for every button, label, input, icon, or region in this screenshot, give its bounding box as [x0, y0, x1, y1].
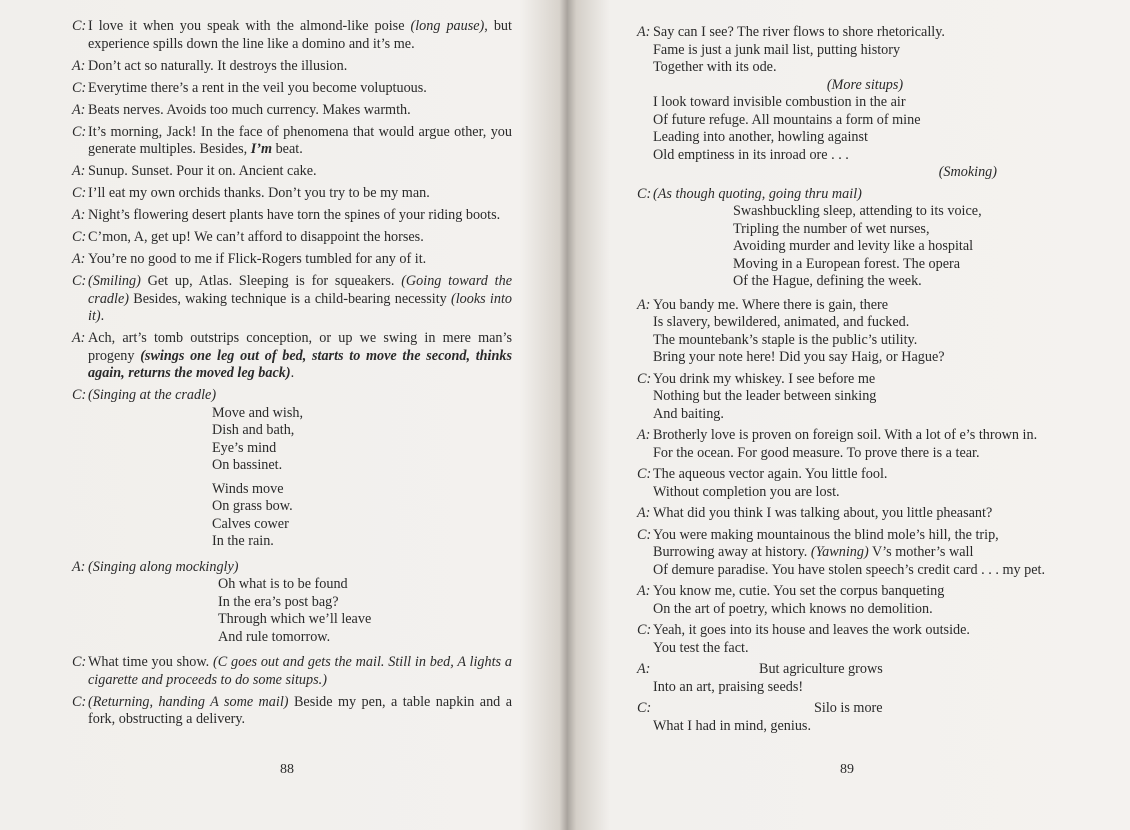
dialogue-line	[72, 654, 512, 689]
speaker: C:	[637, 700, 652, 716]
page-number: 89	[840, 762, 854, 777]
verse-line: Together with its ode.	[653, 59, 777, 75]
line-text: , but experience spills down the line like a domino and it’s me.	[88, 18, 512, 52]
speaker: C:	[72, 387, 87, 403]
dialogue-line	[72, 102, 512, 120]
verse-line: For the ocean. For good measure. To prove there is a tear.	[653, 444, 980, 461]
verse-text: Burrowing away at history.	[653, 544, 811, 560]
speaker: C:	[637, 466, 652, 482]
verse-line: In the rain.	[212, 533, 274, 549]
stage-direction: (Returning, handing A some mail)	[88, 693, 289, 710]
stage-direction: (More situps)	[826, 76, 904, 93]
dialogue-line	[72, 163, 512, 181]
verse-line: Tripling the number of wet nurses,	[733, 220, 930, 237]
speaker: A:	[637, 661, 651, 677]
speaker: C:	[72, 273, 87, 289]
verse-line: Fame is just a junk mail list, putting history	[653, 41, 901, 58]
verse-line: Say can I see? The river flows to shore rhetorically.	[653, 24, 945, 40]
right-page-text	[637, 24, 1077, 739]
verse-line: Is slavery, bewildered, animated, and fucked.	[653, 314, 910, 330]
speaker: C:	[72, 123, 87, 140]
verse-line: Of future refuge. All mountains a form of mine	[653, 111, 921, 128]
verse-line: You bandy me. Where there is gain, there	[653, 296, 889, 313]
line-text: Beats nerves. Avoids too much currency. Makes warmth.	[88, 101, 411, 118]
verse-line: Brotherly love is proven on foreign soil. With a lot of e’s thrown in.	[653, 427, 1038, 443]
verse-line: You were making mountainous the blind mole’s hill, the trip,	[653, 526, 999, 543]
dialogue-verse	[637, 700, 1077, 735]
verse-line: Bring your note here! Did you say Haig, or Hague?	[653, 349, 945, 365]
line-text: I love it when you speak with the almond-like poise	[88, 18, 411, 34]
stage-direction: (Going toward the cradle)	[88, 273, 512, 307]
verse-line: On the art of poetry, which knows no demolition.	[653, 600, 933, 617]
verse-line: On bassinet.	[212, 457, 283, 473]
dialogue-line	[72, 273, 512, 326]
dialogue-verse	[637, 371, 1077, 424]
verse-line: Of demure paradise. You have stolen speech’s credit card . . . my pet.	[653, 561, 1046, 578]
speaker: C:	[72, 18, 87, 34]
stage-direction: (long pause)	[410, 18, 485, 34]
dialogue-verse	[637, 186, 1077, 291]
verse-line: In the era’s post bag?	[218, 593, 339, 610]
stage-direction: (Singing along mockingly)	[88, 558, 239, 575]
emphasis: I’m	[250, 141, 273, 157]
speaker: C:	[72, 79, 87, 96]
line-text: .	[100, 308, 105, 324]
speaker: A:	[72, 251, 86, 267]
verse-line: What I had in mind, genius.	[653, 717, 812, 734]
verse-line: Oh what is to be found	[218, 576, 348, 592]
verse-line: Yeah, it goes into its house and leaves the work outside.	[653, 622, 970, 638]
line-text: Ach, art’s tomb outstrips conception, or up we swing in mere man’s progeny	[88, 330, 512, 364]
verse-line: Leading into another, howling against	[653, 129, 868, 145]
verse-line: Calves cower	[212, 515, 289, 532]
verse-line: Avoiding murder and levity like a hospital	[733, 238, 974, 254]
speaker: A:	[72, 163, 86, 179]
dialogue-verse	[637, 24, 1077, 182]
line-text: C’mon, A, get up! We can’t afford to disappoint the horses.	[88, 229, 424, 245]
verse-text: V’s mother’s wall	[868, 544, 974, 560]
verse-line: Moving in a European forest. The opera	[733, 255, 961, 272]
stage-direction: (Smoking)	[938, 164, 997, 180]
verse-line: And rule tomorrow.	[218, 628, 331, 645]
dialogue-verse	[637, 622, 1077, 657]
dialogue-verse	[637, 297, 1077, 367]
verse-line: Silo is more	[814, 700, 883, 716]
verse-line: Move and wish,	[212, 404, 304, 421]
song-stanza	[72, 481, 512, 551]
dialogue-verse	[637, 427, 1077, 462]
line-text: It’s morning, Jack! In the face of phenomena that would argue other, you generate multiples. Besides,	[88, 123, 512, 157]
dialogue-line	[72, 330, 512, 383]
stage-direction: (As though quoting, going thru mail)	[653, 185, 862, 202]
stage-direction: (Yawning)	[810, 544, 869, 560]
verse-line: Through which we’ll leave	[218, 611, 372, 627]
page-number: 88	[280, 762, 294, 777]
stage-direction: (Singing at the cradle)	[88, 387, 217, 403]
dialogue-line	[72, 229, 512, 247]
dialogue-line	[72, 251, 512, 269]
dialogue-line	[72, 185, 512, 203]
dialogue-line	[72, 124, 512, 159]
dialogue-verse	[637, 583, 1077, 618]
speaker: A:	[72, 558, 86, 575]
dialogue-verse	[637, 527, 1077, 580]
dialogue-line	[72, 80, 512, 98]
dialogue-verse	[637, 505, 1077, 523]
verse-line: Nothing but the leader between sinking	[653, 388, 877, 404]
speaker: A:	[72, 57, 86, 74]
dialogue-line	[72, 387, 512, 405]
verse-line: What did you think I was talking about, you little pheasant?	[653, 505, 993, 521]
line-text: beat.	[272, 141, 303, 157]
speaker: C:	[637, 185, 652, 202]
speaker: C:	[637, 370, 652, 387]
verse-line: Eye’s mind	[212, 439, 277, 456]
verse-line: Without completion you are lost.	[653, 483, 840, 500]
speaker: A:	[72, 330, 86, 346]
speaker: A:	[637, 296, 651, 313]
speaker: C:	[637, 526, 652, 543]
verse-line: I look toward invisible combustion in the air	[653, 94, 906, 110]
line-text: Sunup. Sunset. Pour it on. Ancient cake.	[88, 163, 317, 179]
dialogue-line	[72, 207, 512, 225]
verse-line: Of the Hague, defining the week.	[733, 273, 922, 289]
line-text: You’re no good to me if Flick-Rogers tumbled for any of it.	[88, 251, 427, 267]
verse-line: The mountebank’s staple is the public’s utility.	[653, 331, 918, 348]
speaker: C:	[637, 622, 652, 638]
stage-direction: (Smiling)	[88, 273, 141, 289]
verse-line: Winds move	[212, 480, 284, 497]
stage-direction: (looks into it)	[88, 290, 512, 324]
line-text: Night’s flowering desert plants have torn the spines of your riding boots.	[88, 207, 501, 223]
verse-line: You drink my whiskey. I see before me	[653, 370, 876, 387]
verse-line: Into an art, praising seeds!	[653, 678, 804, 695]
dialogue-line	[72, 559, 512, 577]
verse-line: Dish and bath,	[212, 422, 295, 438]
line-text: I’ll eat my own orchids thanks. Don’t you try to be my man.	[88, 185, 430, 201]
song-stanza	[72, 576, 512, 646]
line-text: Besides, waking technique is a child-bearing necessity	[128, 290, 451, 307]
stage-direction: (swings one leg out of bed, starts to move the second, thinks again, returns the moved leg back)	[88, 347, 512, 381]
line-text: Everytime there’s a rent in the veil you become voluptuous.	[88, 79, 427, 96]
verse-line: Old emptiness in its inroad ore . . .	[653, 146, 849, 163]
stage-direction: (C goes out and gets the mail. Still in bed, A lights a cigarette and proceeds to do some situps.)	[88, 654, 512, 688]
line-text: Don’t act so naturally. It destroys the illusion.	[88, 57, 348, 74]
verse-line: And baiting.	[653, 405, 724, 422]
speaker: C:	[72, 229, 87, 245]
speaker: A:	[637, 583, 651, 599]
verse-line: You test the fact.	[653, 639, 749, 656]
verse-line: You know me, cutie. You set the corpus banqueting	[653, 583, 945, 599]
dialogue-verse	[637, 466, 1077, 501]
line-text: .	[290, 365, 295, 381]
dialogue-line	[72, 18, 512, 53]
dialogue-verse	[637, 661, 1077, 696]
speaker: A:	[72, 101, 86, 118]
dialogue-line	[72, 694, 512, 729]
verse-line: Swashbuckling sleep, attending to its voice,	[733, 203, 982, 219]
dialogue-line	[72, 58, 512, 76]
speaker: A:	[637, 505, 651, 521]
verse-line: But agriculture grows	[759, 661, 883, 677]
speaker: C:	[72, 185, 87, 201]
line-text: Beside my pen, a table napkin and a fork, obstructing a delivery.	[88, 693, 513, 727]
left-page-text	[72, 18, 512, 733]
speaker: A:	[72, 207, 86, 223]
speaker: A:	[637, 427, 651, 443]
verse-line: On grass bow.	[212, 498, 293, 514]
speaker: C:	[72, 654, 87, 670]
speaker: A:	[637, 24, 651, 40]
line-text: What time you show.	[88, 654, 214, 670]
verse-line: The aqueous vector again. You little fool.	[653, 466, 888, 482]
right-page	[565, 0, 1130, 830]
song-stanza	[72, 405, 512, 475]
line-text: Get up, Atlas. Sleeping is for squeakers.	[140, 273, 402, 289]
speaker: C:	[72, 693, 87, 710]
